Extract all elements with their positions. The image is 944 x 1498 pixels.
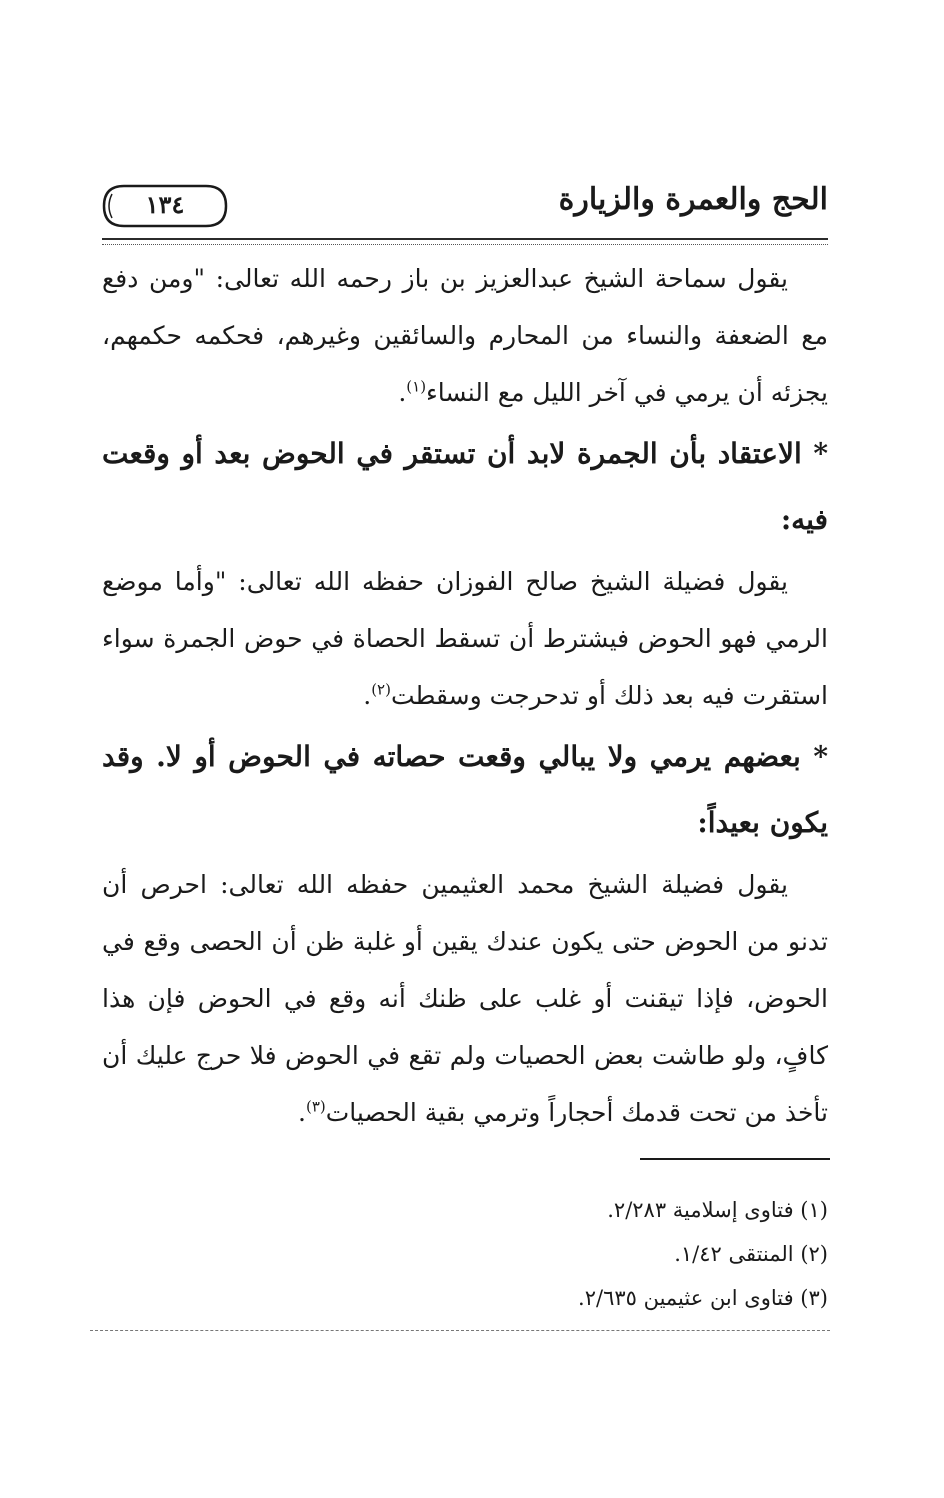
page-header — [102, 178, 828, 236]
footnote-ref-3[interactable]: (٣) — [305, 1097, 326, 1116]
footnote-2: (٢) المنتقى ١/٤٢. — [674, 1242, 828, 1266]
page-number-badge — [102, 184, 228, 228]
footnote-3: (٣) فتاوى ابن عثيمين ٢/٦٣٥. — [578, 1286, 828, 1310]
page-number: ١٣٤ — [145, 190, 185, 219]
footnote-ref-2[interactable]: (٢) — [371, 680, 391, 699]
paragraph-bin-baz — [102, 250, 828, 421]
paragraph-fawzan — [102, 553, 828, 724]
paragraph-uthaymeen — [102, 856, 828, 1141]
paragraph-text: يقول فضيلة الشيخ صالح الفوزان حفظه الله تعالى: "وأما موضع الرمي فهو الحوض فيشترط أن تسقط الحصاة في حوض الجمرة سواء استقرت فيه بعد ذلك أو تدحرجت وسقطت — [102, 567, 828, 710]
paragraph-end: . — [363, 681, 372, 710]
footer-rule — [90, 1330, 830, 1331]
footnote-separator — [640, 1158, 830, 1160]
section-heading-1: * الاعتقاد بأن الجمرة لابد أن تستقر في الحوض بعد أو وقعت فيه: — [102, 437, 828, 536]
paragraph-end: . — [298, 1098, 306, 1127]
footnote-ref-1[interactable]: (١) — [406, 377, 427, 396]
paragraph-end: . — [398, 378, 407, 407]
footnote-1: (١) فتاوى إسلامية ٢/٢٨٣. — [607, 1198, 828, 1222]
footnotes — [578, 1188, 828, 1320]
page-body — [102, 250, 828, 1141]
paragraph-text: يقول فضيلة الشيخ محمد العثيمين حفظه الله تعالى: احرص أن تدنو من الحوض حتى يكون عندك يقين أو غلبة ظن أن الحصى وقع في الحوض، فإذا تيقنت أو غلب على ظنك أنه وقع في الحوض فإن هذا كافٍ، ولو طاشت بعض الحصيات ولم تقع في الحوض فلا حرج عليك أن تأخذ من تحت قدمك أحجاراً وترمي بقية الحصيات — [102, 870, 828, 1127]
section-heading-2: * بعضهم يرمي ولا يبالي وقعت حصاته في الحوض أو لا. وقد يكون بعيداً: — [102, 740, 828, 839]
running-title: الحج والعمرة والزيارة — [558, 182, 828, 217]
header-rule — [102, 238, 828, 245]
paragraph-text: يقول سماحة الشيخ عبدالعزيز بن باز رحمه الله تعالى: "ومن دفع مع الضعفة والنساء من المحارم والسائقين وغيرهم، فحكمه حكمهم، يجزئه أن يرمي في آخر الليل مع النساء — [102, 264, 828, 407]
